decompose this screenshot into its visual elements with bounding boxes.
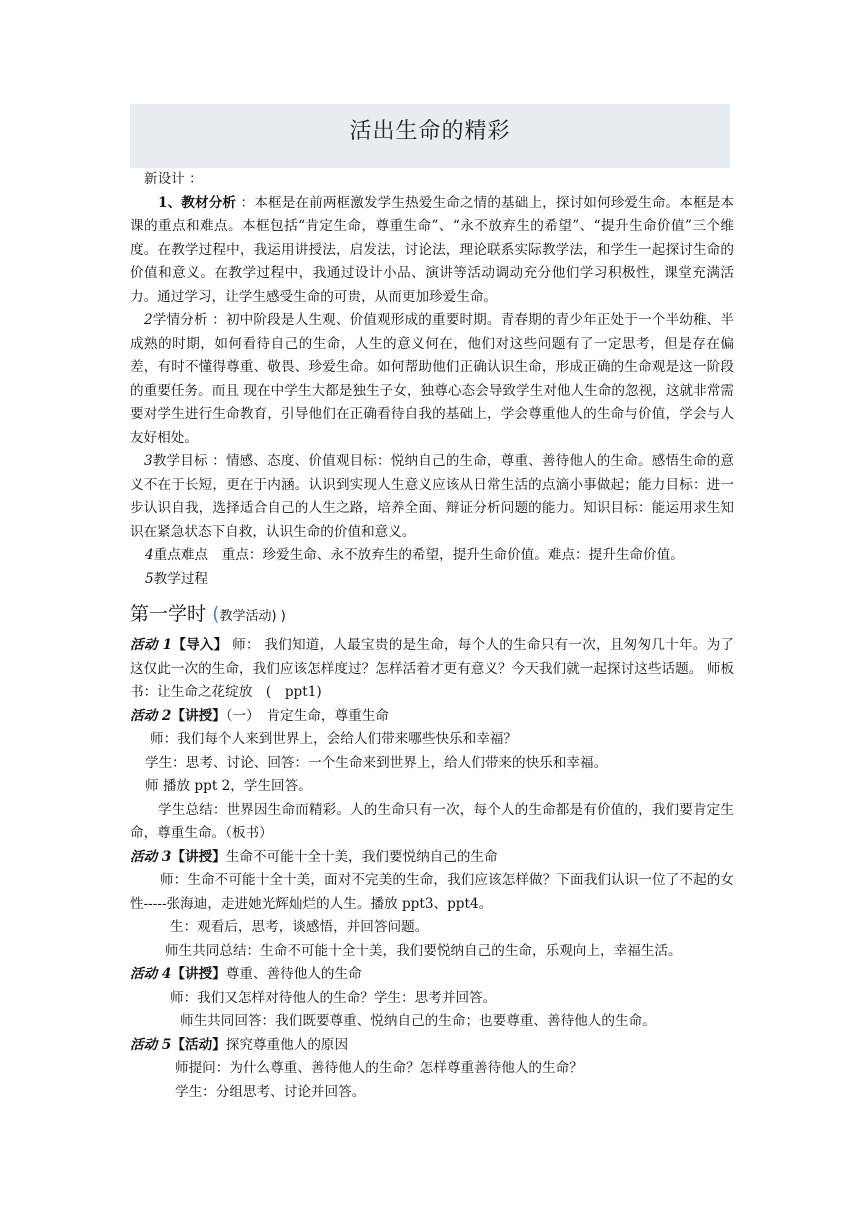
- section-number: 2: [144, 312, 153, 328]
- activity-label: 活动 5: [130, 1036, 172, 1053]
- activity-4-line-2: 师生共同回答：我们既要尊重、悦纳自己的生命；也要尊重、善待他人的生命。: [180, 1013, 656, 1029]
- activity-2-line-2: 学生：思考、讨论、回答：一个生命来到世界上，给人们带来的快乐和幸福。: [145, 754, 608, 771]
- activity-3-line-3: 师生共同总结：生命不可能十全十美，我们要悦纳自己的生命，乐观向上，幸福生活。: [165, 942, 682, 959]
- section-key-points: [130, 544, 734, 568]
- activity-2-line-4: 学生总结：世界因生命而精彩。人的生命只有一次，每个人的生命都是有价值的，我们要肯定生命，尊重生命。（板书）: [130, 801, 734, 841]
- document-title: 活出生命的精彩: [349, 119, 511, 144]
- activity-text: 生命不可能十全十美，我们要悦纳自己的生命: [225, 848, 498, 865]
- activity-4-line-1: 师：我们又怎样对待他人的生命？学生：思考并回答。: [170, 989, 497, 1006]
- activity-tag: 【讲授】: [171, 966, 226, 982]
- activity-label: 活动 3: [130, 848, 172, 865]
- section-heading: 学情分析: [152, 312, 208, 328]
- section-number: 3: [144, 453, 153, 469]
- section-text: 重点难点 重点：珍爱生命、永不放弃生的希望，提升生命价值。难点：提升生命价值。: [153, 547, 684, 563]
- activity-tag: 【活动】: [171, 1036, 226, 1053]
- lesson-paren: (: [212, 603, 220, 625]
- activity-tag: 【讲授】: [171, 707, 226, 724]
- activity-label: 活动 2: [130, 707, 172, 724]
- activity-text: 师： 我们知道，人最宝贵的是生命，每个人的生命只有一次，且匆匆几十年。为了这仅此一次的生命，我们应该怎样度过？怎样活着才更有意义？今天我们就一起探讨这些话题。 师板书：让生命之花绽放 ( ppt1): [130, 637, 734, 700]
- lesson-heading: [130, 599, 734, 632]
- activity-tag: 【讲授】: [171, 848, 226, 865]
- activity-2-line-1: 师：我们每个人来到世界上，会给人们带来哪些快乐和幸福？: [150, 731, 518, 747]
- section-teaching-goals: [130, 450, 734, 544]
- activity-3-line-2: 生：观看后，思考，谈感悟，并回答问题。: [170, 919, 429, 935]
- lesson-subtitle: 教学活动) ): [219, 609, 286, 624]
- activity-text: 探究尊重他人的原因: [225, 1036, 349, 1053]
- section-text: ：本框是在前两框激发学生热爱生命之情的基础上，探讨如何珍爱生命。本框是本课的重点和难点。本框包括“肯定生命，尊重生命”、“永不放弃生的希望”、“提升生命价值”三个维度。在教学过程中，我运用讲授法，启发法，讨论法，理论联系实际教学法，和学生一起探讨生命的价值和意义。在教学过程中，我通过设计小品、演讲等活动调动充分他们学习积极性，课堂充满活力。通过学习，让学生感受生命的可贵，从而更加珍爱生命。: [130, 194, 734, 305]
- section-textbook-analysis: [130, 192, 734, 310]
- activity-4: [130, 963, 734, 987]
- activity-5: [130, 1034, 734, 1058]
- title-banner: [130, 104, 730, 168]
- section-text: 教学过程: [153, 570, 209, 587]
- new-design-label: 新设计 ：: [144, 171, 203, 187]
- section-teaching-process: [130, 568, 734, 592]
- activity-2-line-3: 师 播放 ppt 2，学生回答。: [145, 778, 312, 794]
- activity-3: [130, 846, 734, 870]
- section-number: 5: [145, 570, 154, 587]
- section-number: 4: [145, 547, 154, 563]
- section-student-analysis: [130, 309, 734, 450]
- activity-5-line-1: 师提问：为什么尊重、善待他人的生命？怎样尊重善待他人的生命？: [175, 1060, 583, 1076]
- section-text: ：初中阶段是人生观、价值观形成的重要时期。青春期的青少年正处于一个半幼稚、半成熟的时期，如何看待自己的生命，人生的意义何在，他们对这些问题有了一定思考，但是存在偏差，有时不懂得尊重、敬畏、珍爱生命。如何帮助他们正确认识生命，形成正确的生命观是这一阶段的重要任务。而且 现在中学生大都是独生子女，独尊心态会导致学生对他人生命的忽视，这就非常需要对学生进行生命教育，引导他们在正确看待自我的基础上，学会尊重他人的生命与价值，学会与人友好相处。: [130, 312, 735, 446]
- activity-tag: 【导入】: [172, 637, 228, 653]
- section-heading: 1、教材分析: [158, 194, 237, 211]
- lesson-title: 第一学时: [130, 603, 207, 625]
- document-body: [130, 168, 734, 1104]
- activity-label: 活动 4: [130, 966, 172, 982]
- activity-3-line-1: 师：生命不可能十全十美，面对不完美的生命，我们应该怎样做？下面我们认识一位了不起的女性-----张海迪，走进她光辉灿烂的人生。播放 ppt3、ppt4。: [130, 872, 734, 912]
- activity-5-line-2: 学生：分组思考、讨论并回答。: [175, 1083, 366, 1100]
- activity-text: （一） 肯定生命，尊重生命: [225, 707, 389, 724]
- activity-text: 尊重、善待他人的生命: [225, 966, 362, 982]
- section-heading: 教学目标: [152, 453, 208, 469]
- activity-1: [130, 634, 734, 705]
- activity-2: [130, 705, 734, 729]
- activity-label: 活动 1: [130, 637, 173, 653]
- section-text: ：情感、态度、价值观目标：悦纳自己的生命，尊重、善待他人的生命。感悟生命的意义不在于长短，更在于内涵。认识到实现人生意义应该从日常生活的点滴小事做起；能力目标：进一步认识自我，选择适合自己的人生之路，培养全面、辩证分析问题的能力。知识目标：能运用求生知识在紧急状态下自救，认识生命的价值和意义。: [130, 453, 735, 540]
